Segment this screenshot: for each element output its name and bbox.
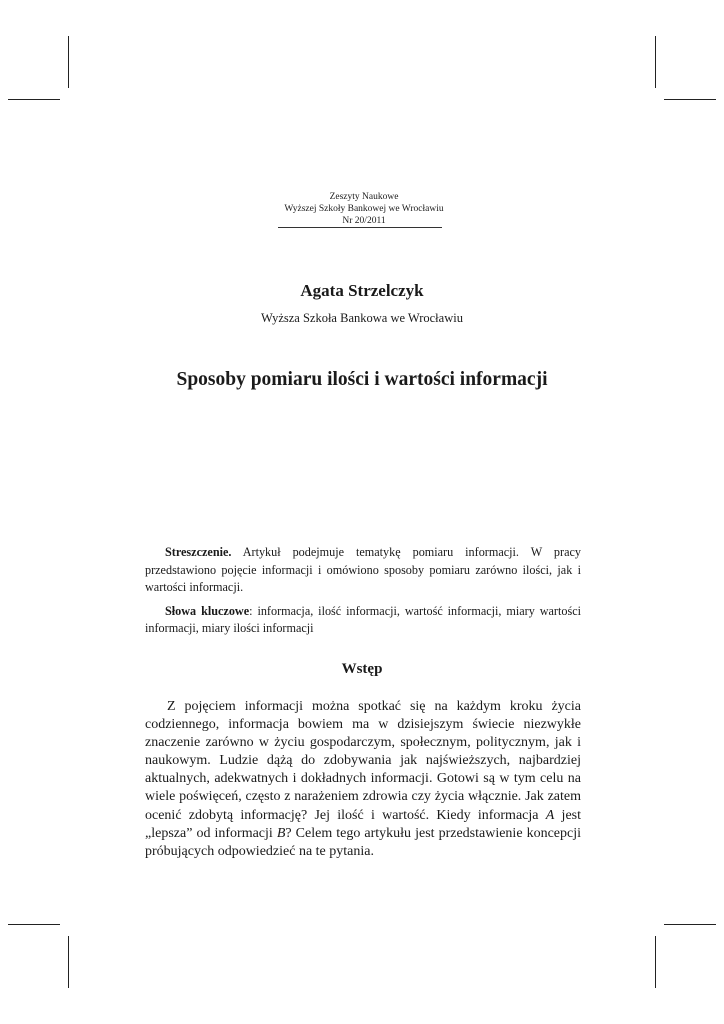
abstract-text: Artykuł podejmuje tematykę pomiaru informacji. W pracy przedstawiono pojęcie informacji i omówiono sposoby pomiaru zarówno ilości, jak i wartości informacji.: [145, 545, 581, 594]
paper-title: Sposoby pomiaru ilości i wartości informacji: [176, 369, 548, 390]
abstract-label: Streszczenie.: [165, 545, 232, 559]
intro-text: jest „lepsza” od informacji: [145, 807, 581, 841]
header-rule: [278, 227, 442, 228]
crop-mark: [68, 36, 69, 88]
crop-mark: [8, 99, 60, 100]
keywords-label: Słowa kluczowe: [165, 603, 250, 618]
variable-a: A: [545, 807, 555, 823]
abstract-block: [145, 544, 581, 644]
crop-mark: [664, 924, 716, 925]
crop-mark: [68, 936, 69, 988]
intro-text: ? Celem tego artykułu jest przedstawienie koncepcji próbujących odpowiedzieć na te pytania.: [145, 825, 581, 859]
keywords: [145, 603, 581, 638]
author-name: Agata Strzelczyk: [300, 281, 424, 300]
intro-text: Z pojęciem informacji można spotkać się na każdym kroku życia codziennego, informacja bowiem ma w dzisiejszym świecie niezwykłe znaczenie zarówno w życiu gospodarczym, społecznym, politycznym, jak i naukowym. Ludzie dążą do zdobywania jak najświeższych, najbardziej aktualnych, adekwatnych i dokładnych informacji. Gotowi są w tym celu na wiele poświęceń, często z narażeniem zdrowia czy życia włącznie. Jak zatem ocenić zdobytą informację? Jej ilość i wartość. Kiedy informacja: [145, 699, 581, 823]
variable-b: B: [276, 825, 286, 841]
keywords-text: : informacja, ilość informacji, wartość informacji, miary wartości informacji, miary ilości informacji: [145, 603, 581, 635]
crop-mark: [664, 99, 716, 100]
journal-publisher: Wyższej Szkoły Bankowej we Wrocławiu: [284, 204, 444, 214]
abstract: [145, 544, 581, 597]
section-heading: Wstęp: [341, 661, 383, 677]
journal-header: [278, 191, 450, 227]
journal-issue: Nr 20/2011: [342, 216, 386, 226]
crop-mark: [655, 36, 656, 88]
intro-paragraph: [145, 698, 581, 861]
intro-body: [145, 698, 581, 861]
journal-name: Zeszyty Naukowe: [329, 192, 399, 202]
crop-mark: [8, 924, 60, 925]
crop-mark: [655, 936, 656, 988]
author-affiliation: Wyższa Szkoła Bankowa we Wrocławiu: [261, 311, 463, 325]
